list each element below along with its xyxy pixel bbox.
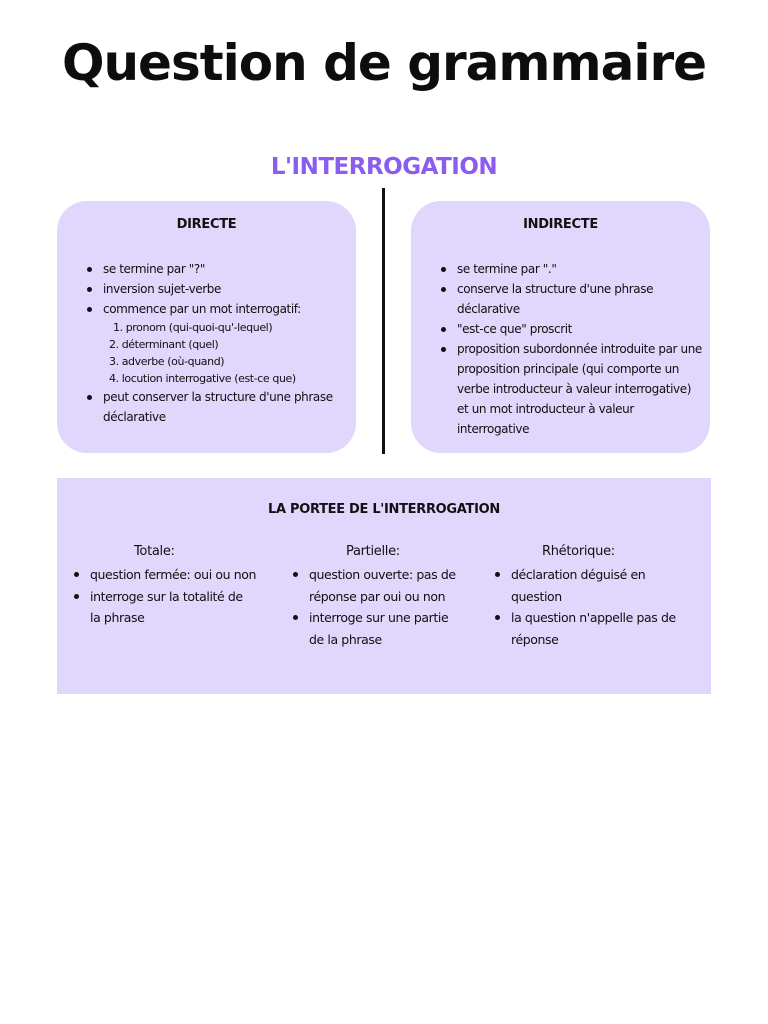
portee-panel xyxy=(57,478,711,694)
list-item: déclaration déguisé en question xyxy=(495,564,687,607)
list-item: question fermée: oui ou non xyxy=(74,564,256,586)
list-item: se termine par "." xyxy=(441,259,703,279)
indirecte-title: INDIRECTE xyxy=(523,217,598,232)
column-list xyxy=(293,564,463,650)
portee-column-rhetorique xyxy=(495,542,687,650)
portee-title: LA PORTEE DE L'INTERROGATION xyxy=(268,502,500,517)
sub-list xyxy=(103,319,353,387)
column-heading: Totale: xyxy=(134,544,175,559)
list-item: interroge sur une partie de la phrase xyxy=(293,607,463,650)
sub-list-item: 4. locution interrogative (est-ce que) xyxy=(109,372,296,385)
column-heading: Partielle: xyxy=(346,544,400,559)
list-item: inversion sujet-verbe xyxy=(87,279,353,299)
column-list xyxy=(495,564,687,650)
indirecte-list xyxy=(441,259,703,439)
section-heading: L'INTERROGATION xyxy=(270,154,498,180)
directe-title: DIRECTE xyxy=(176,217,237,232)
portee-column-totale xyxy=(74,542,256,629)
list-item: proposition subordonnée introduite par une proposition principale (qui comporte un verbe introducteur à valeur interrogative) et un mot introducteur à valeur interrogative xyxy=(441,339,703,439)
sub-list-item: 3. adverbe (où-quand) xyxy=(109,355,225,368)
sub-list-item: 1. pronom (qui-quoi-qu'-lequel) xyxy=(113,321,273,334)
column-heading: Rhétorique: xyxy=(542,544,615,559)
list-item-text: commence par un mot interrogatif: xyxy=(103,302,301,316)
column-list xyxy=(74,564,256,629)
portee-column-partielle xyxy=(293,542,463,650)
list-item: interroge sur la totalité de la phrase xyxy=(74,586,256,629)
directe-card xyxy=(57,201,356,453)
list-item: "est-ce que" proscrit xyxy=(441,319,703,339)
vertical-divider xyxy=(382,188,385,454)
list-item: conserve la structure d'une phrase déclarative xyxy=(441,279,703,319)
directe-list xyxy=(87,259,353,427)
list-item: se termine par "?" xyxy=(87,259,353,279)
indirecte-card xyxy=(411,201,710,453)
list-item xyxy=(87,299,353,387)
list-item: peut conserver la structure d'une phrase déclarative xyxy=(87,387,353,427)
sub-list-item: 2. déterminant (quel) xyxy=(109,338,219,351)
list-item: la question n'appelle pas de réponse xyxy=(495,607,687,650)
list-item: question ouverte: pas de réponse par oui ou non xyxy=(293,564,463,607)
page-title: Question de grammaire xyxy=(61,34,707,92)
